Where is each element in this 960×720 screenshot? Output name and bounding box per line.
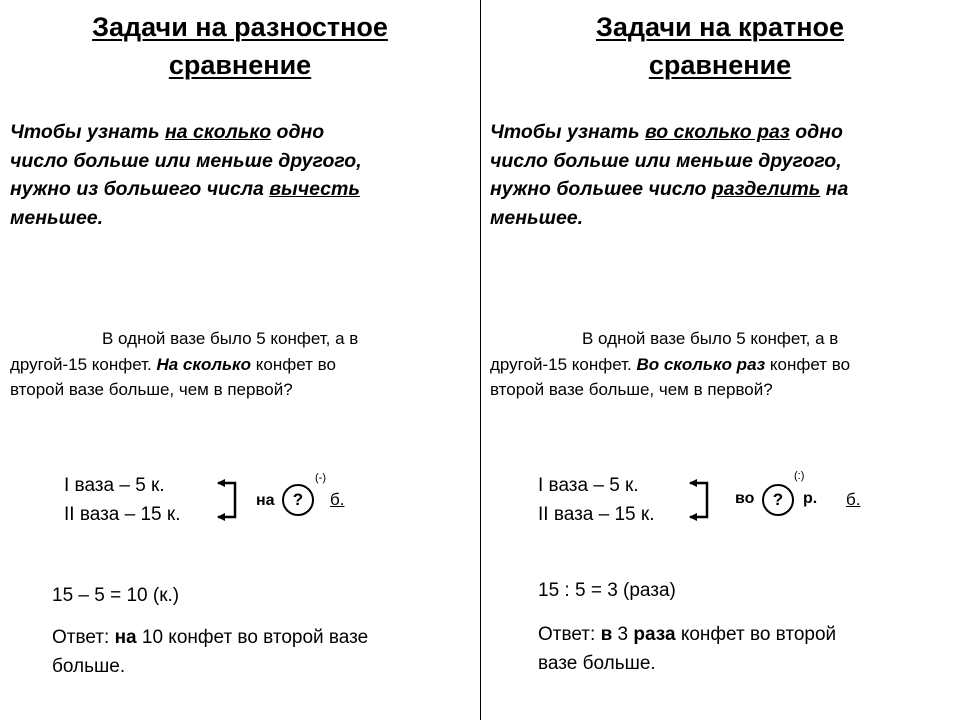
left-problem: В одной вазе было 5 конфет, а в другой-15 конфет. На сколько конфет во второй вазе больше, чем в первой? — [10, 329, 359, 399]
right-scheme-row2: II ваза – 15 к. — [538, 504, 655, 525]
left-scheme-rows — [64, 471, 180, 529]
right-rule-keyword: во сколько раз — [644, 121, 790, 143]
left-scheme-row2: II ваза – 15 к. — [64, 504, 181, 525]
left-rule-keyword: на сколько — [164, 121, 272, 143]
left-calculation: 15 – 5 = 10 (к.) — [52, 585, 180, 606]
column-divider — [480, 0, 481, 720]
left-operation-sign: (-) — [315, 472, 326, 484]
right-scheme-word: во — [735, 490, 755, 507]
left-scheme-row1: I ваза – 5 к. — [64, 475, 165, 496]
left-scheme-word: на — [256, 492, 275, 509]
right-scheme-rows — [538, 471, 654, 529]
left-problem-keyword: На сколько — [156, 354, 252, 374]
left-question-circle: ? — [282, 484, 314, 516]
left-title — [20, 8, 460, 84]
right-operation-sign: (:) — [794, 470, 805, 482]
right-calculation: 15 : 5 = 3 (раза) — [538, 580, 676, 601]
right-brace-arrow-icon — [688, 478, 712, 524]
left-rule-operation: вычесть — [269, 178, 360, 200]
right-title-line2: сравнение — [648, 50, 792, 80]
right-scheme-row1: I ваза – 5 к. — [538, 475, 639, 496]
left-answer: Ответ: на 10 конфет во второй вазе больше. — [52, 627, 369, 677]
right-problem: В одной вазе было 5 конфет, а в другой-15 конфет. Во сколько раз конфет во второй вазе больше, чем в первой? — [490, 329, 851, 399]
right-answer: Ответ: в 3 раза конфет во второй вазе больше. — [538, 624, 837, 674]
left-brace-arrow-icon — [216, 478, 240, 524]
left-title-line1: Задачи на разностное — [92, 12, 388, 42]
right-scheme-after: р. — [803, 490, 818, 507]
left-title-line2: сравнение — [168, 50, 312, 80]
right-rule: Чтобы узнать во сколько раз одно число больше или меньше другого, нужно большее число разделить на меньшее. — [490, 121, 849, 229]
right-question-circle: ? — [762, 484, 794, 516]
left-unit-label: б. — [330, 490, 345, 509]
right-rule-operation: разделить — [711, 178, 821, 200]
right-problem-keyword: Во сколько раз — [636, 354, 766, 374]
right-title-line1: Задачи на кратное — [595, 12, 845, 42]
left-rule: Чтобы узнать на сколько одно число больше или меньше другого, нужно из большего числа вычесть меньшее. — [10, 121, 362, 229]
right-title — [500, 8, 940, 84]
right-unit-label: б. — [846, 490, 861, 509]
